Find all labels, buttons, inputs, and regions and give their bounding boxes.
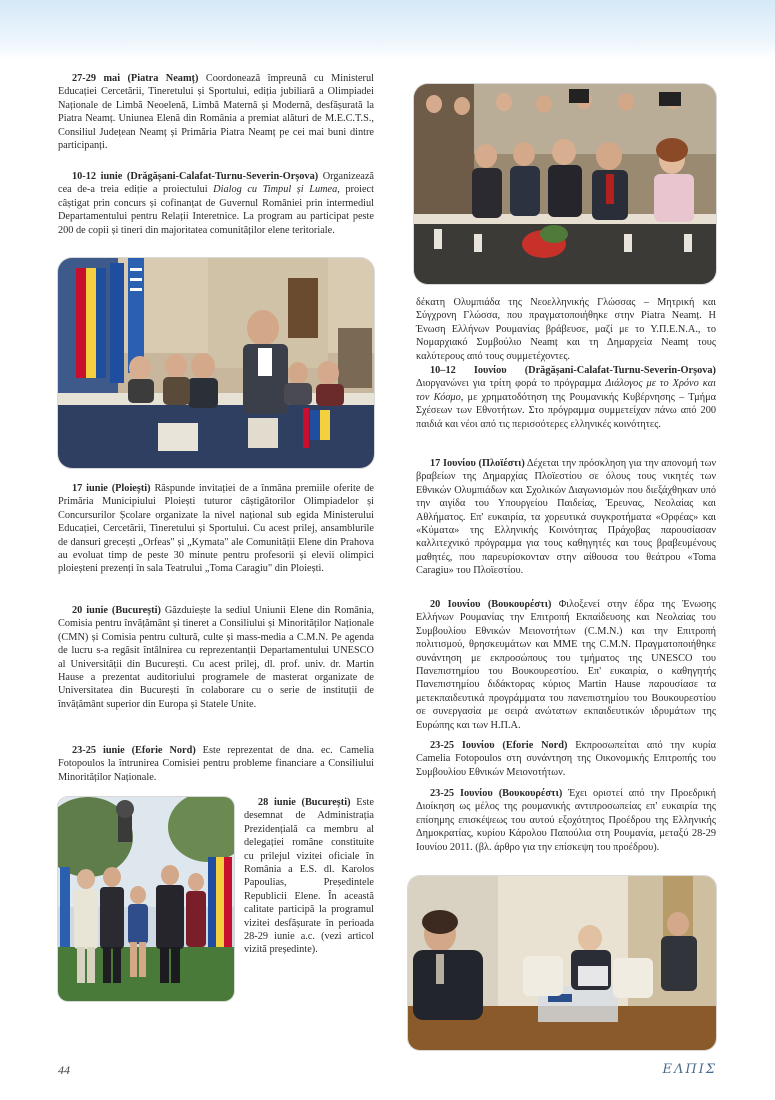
paragraph-lead: 17 Ιουνίου (Πλοϊέστι) bbox=[430, 458, 525, 469]
paragraph-lead: 10-12 iunie (Drăgășani-Calafat-Turnu-Severin-Orșova) bbox=[72, 171, 319, 182]
conference-photo-image bbox=[58, 258, 374, 468]
paragraph-text: Este reprezentat de dna. ec. Camelia Fotopoulos la întrunirea Comisiei pentru probleme financiare a Consiliului Minorităților Naționale. bbox=[58, 745, 374, 783]
page-number: 44 bbox=[58, 1063, 70, 1077]
paragraph-lead: 27-29 mai (Piatra Neamț) bbox=[72, 73, 199, 84]
paragraph-eforie-gr bbox=[416, 739, 716, 779]
paragraph-bucuresti-28-gr bbox=[416, 787, 716, 854]
paragraph-lead: 23-25 Ιουνίου (Eforie Nord) bbox=[430, 740, 568, 751]
paragraph-ploiesti-ro bbox=[58, 482, 374, 576]
paragraph-bucuresti-ro bbox=[58, 604, 374, 711]
paragraph-piatra-neamt-gr bbox=[416, 296, 716, 363]
paragraph-text: , με χρηματοδότηση της Ρουμανικής Κυβέρνησης – Τμήμα Σχέσεων των Εθνοτήτων. Στο πρόγραμμα συμμετείχαν πάνω από 200 παιδιά και νέοι από τις περισσότερες ελληνικές κοινότητες. bbox=[416, 391, 716, 430]
paragraph-lead: 20 iunie (București) bbox=[72, 605, 161, 616]
photo-meeting-table bbox=[414, 84, 716, 284]
meeting-photo-image bbox=[414, 84, 716, 284]
paragraph-text: δέκατη Ολυμπιάδα της Νεοελληνικής Γλώσσας – Μητρική και Σύγχρονη Γλώσσα, που πραγματοποιήθηκε στην Piatra Neamț. Η Ένωση Ελλήνων Ρουμανίας βράβευσε, μαζί με το Υ.Π.Ε.Ν.Α., το Νομαρχιακό Συμβούλιο Neamț και τη Δημαρχεία Neamț τους καλύτερους από τους συμμετέχοντες. bbox=[416, 297, 716, 362]
delegation-photo-image bbox=[58, 797, 234, 1001]
paragraph-dragasani-ro bbox=[58, 170, 374, 237]
paragraph-dragasani-gr bbox=[416, 364, 716, 431]
paragraph-text: Coordonează împreună cu Ministerul Educației Cercetării, Tineretului și Sportului, ediția jubiliară a Olimpiadei Naționale de Limbă Neoelenă, Limbă Maternă și Modernă, desfășurată la Piatra Neamț. Uniunea Elenă din România a premiat alături de M.E.C.T.S., Consiliul Județean Neamț și Primăria Piatra Neamț pe cei mai buni dintre participanți. bbox=[58, 73, 374, 152]
publication-logo: ΕΛΠΙΣ bbox=[662, 1062, 717, 1077]
photo-delegation-outdoor bbox=[58, 797, 234, 1001]
paragraph-lead: 10–12 Ιουνίου (Drăgășani-Calafat-Turnu-Severin-Orșova) bbox=[430, 365, 716, 376]
paragraph-text: Έχει οριστεί από την Προεδρική Διοίκηση ως μέλος της ρουμανικής αντιπροσωπείας επ' ευκαιρία της επίσημης επισκέψεως του αυτού εξοχότητος Προέδρου της Ελληνικής Δημοκρατίας, κυρίου Κάρολου Παπούλια στη Ρουμανία, μεταξύ 28-29 Ιουνίου 2011. (βλ. άρθρο για την επίσκεψη του προέδρου). bbox=[416, 788, 716, 853]
header-band bbox=[0, 0, 775, 60]
paragraph-text: Φιλοξενεί στην έδρα της Ένωσης Ελλήνων Ρουμανίας την Επιτροπή Εκπαίδευσης και Νεολαίας του Συμβουλίου Εθνικών Μειονοτήτων (C.M.N.) και την Επιτροπή πολιτισμού, θρησκευμάτων και ΜΜΕ της C.M.N. Πραγματοποιήθηκε συνάντηση με εκπροσώπους του τμήματος της UNESCO του Πανεπιστημίου του Βουκουρεστίου. Επ' ευκαιρία, ο καθηγητής Πανεπιστημίου διδάκτορας κύριος Martin Hause παρουσίασε τα μετεκπαιδευτικά προγράμματα του πανεπιστημίου του Βουκουρεστίου σε συνεργασία με σειρά ανώτατων εκπαιδευτικών ιδρυμάτων της Ευρώπης και των Η.Π.Α. bbox=[416, 599, 716, 731]
photo-conference-panel bbox=[58, 258, 374, 468]
paragraph-lead: 23-25 Ιουνίου (Βουκουρέστι) bbox=[430, 788, 563, 799]
paragraph-text: proiect câștigat prin concurs și cofinanțat de Guvernul României prin intermediul Departamentului pentru Relații Interetnice. La program au participat peste 200 de copii și tineri din majoritatea comunităților elene teritoriale. bbox=[58, 184, 374, 236]
paragraph-lead: 17 iunie (Ploiești) bbox=[72, 483, 151, 494]
paragraph-piatra-neamt-ro bbox=[58, 72, 374, 152]
paragraph-eforie-ro bbox=[58, 744, 374, 784]
paragraph-lead: 28 iunie (București) bbox=[258, 797, 351, 808]
project-title: Διάλογος με το Χρόνο και τον Κόσμο bbox=[416, 378, 716, 403]
paragraph-lead: 20 Ιουνίου (Βουκουρέστι) bbox=[430, 599, 552, 610]
paragraph-text: Διοργανώνει για τρίτη φορά το πρόγραμμα bbox=[416, 378, 606, 390]
paragraph-text: Răspunde invitației de a înmâna premiile oferite de Primăria Municipiului Ploiești tuturor câștigătorilor Olimpiadelor și Concursurilor Școlare organizate la nivel național sub egida Ministerului Educației, Cercetării, Tineretului și Sportului. Cu acest prilej, ansamblurile de dansuri grecești „Orfeas" și „Kymata" ale Comunității Elene din Prahova au evoluat timp de peste 30 minute pentru profesorii și elevii olimpici ploieșteni prezenți în sala Teatrului „Toma Caragiu" din Ploiești. bbox=[58, 483, 374, 575]
paragraph-text: Este desemnat de Administrația Prezidențială ca membru al delegației române constituite cu prilejul vizitei oficiale în România a E.S. dl. Karolos Papoulias, Președintele Republicii Elene. În această calitate participă la programul vizitei desfășurate în perioada 28-29 iunie a.c. (vezi articol vizită președinte). bbox=[244, 797, 374, 956]
paragraph-bucuresti-gr bbox=[416, 598, 716, 732]
photo-official-visit bbox=[408, 876, 716, 1050]
paragraph-text: Εκπροσωπείται από την κυρία Camelia Fotopoulos στη συνάντηση της Οικονομικής Επιτροπής του Συμβουλίου Εθνικών Μειονοτήτων. bbox=[416, 740, 717, 778]
paragraph-text: Organizează cea de-a treia ediție a proiectului bbox=[58, 171, 374, 196]
paragraph-bucuresti-28-ro bbox=[244, 796, 374, 957]
paragraph-text: Găzduiește la sediul Uniunii Elene din România, Comisia pentru învățământ și tineret a Consiliului și Minorităților Naționale (CMN) și Comisia pentru cultură, culte și mass-media a C.M.N. Pe agenda de lucru s-a regăsit întâlnirea cu reprezentanții Departamentului UNESCO al Universității din București. Cu acest prilej, dl. prof. univ. dr. Martin Hause a prezentat auditoriului programele de masterat organizate de Universitatea din București în colaborare cu o serie de instituții de învățământ superior din Europa și Statele Unite. bbox=[58, 605, 374, 710]
official-visit-photo-image bbox=[408, 876, 716, 1050]
paragraph-lead: 23-25 iunie (Eforie Nord) bbox=[72, 745, 196, 756]
paragraph-ploiesti-gr bbox=[416, 457, 716, 578]
project-title: Dialog cu Timpul și Lumea, bbox=[213, 184, 340, 196]
paragraph-text: Δέχεται την πρόσκληση για την απονομή των βραβείων της Δημαρχίας Πλοϊεστίου σε όλους τους νικητές των Εθνικών Ολυμπιάδων και Σχολικών Διαγωνισμών που διεξάχθηκαν υπό την αιγίδα του Υπουργείου Παιδείας, Έρευνας, Νεολαίας και Αθλήματος. Επ' ευκαιρία, τα χορευτικά συγκροτήματα «Ορφέας» και «Κύματα» της Ελληνικής Κοινότητας Πράχοβας παρουσίασαν καλλιτεχνικό πρόγραμμα για τους καθηγητές και τους βραβευμένους μαθητές, που παρευρίσκονταν στην αίθουσα του θεάτρου «Toma Caragiu» του Πλοϊεστίου. bbox=[416, 458, 717, 577]
